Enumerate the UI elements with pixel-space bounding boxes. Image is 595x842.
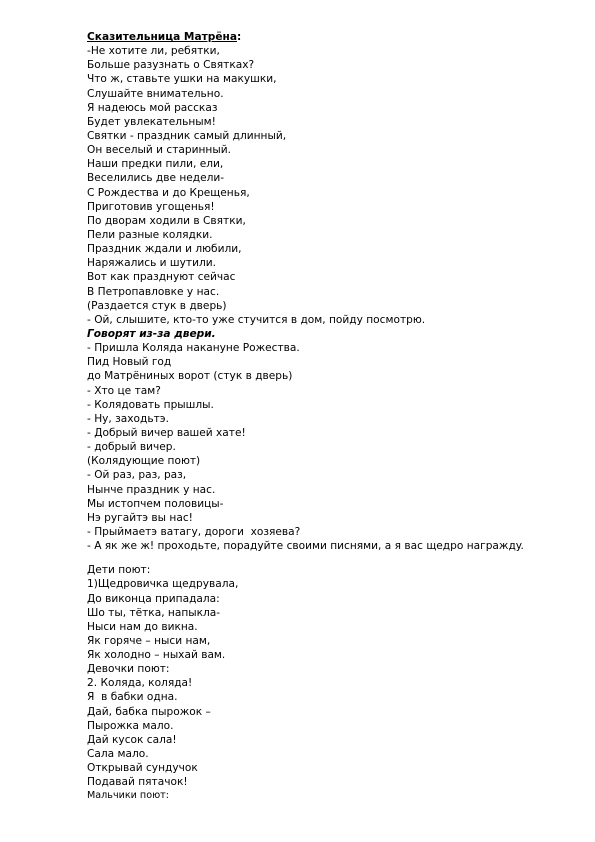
intro-line: По дворам ходили в Святки, [87,214,246,227]
speaker-name: Сказительница Матрёна [87,31,237,43]
intro-line: Больше разузнать о Святках? [87,59,255,72]
speaker-heading [87,30,537,44]
song-line: 2. Коляда, коляда! [87,677,193,690]
intro-line: Слушайте внимательно. [87,87,224,100]
dialogue-line: - Прыймаетэ ватагу, дороги хозяева? [87,525,301,538]
intro-line: Вот как празднуют сейчас [87,271,236,284]
song-line: Сала мало. [87,748,149,761]
song-line: Я в бабки одна. [87,691,178,704]
intro-line: В Петропавловке у нас. [87,285,220,298]
dialogue-line: - А як же ж! проходьте, порадуйте своими писнями, а я вас щедро награждy. [87,540,524,553]
dialogue-line: - Ну, заходьтэ. [87,412,169,425]
dialogue-line: - Колядовать прышлы. [87,398,214,411]
song-line: Пырожка мало. [87,719,174,732]
dialogue-line: Нэ ругайтэ вы нас! [87,511,193,524]
intro-line: Наряжались и шутили. [87,257,216,270]
intro-line: Что ж, ставьте ушки на макушки, [87,73,277,86]
intro-line: С Рождества и до Крещенья, [87,186,250,199]
song-line: Дай кусок сала! [87,733,177,746]
dialogue-line: - добрый вичер. [87,441,176,454]
song-line: Як горяче – ныси нам, [87,634,211,647]
dialogue-line: - Ой раз, раз, раз, [87,469,187,482]
intro-line: Приготовив угощенья! [87,200,215,213]
song-line: Дай, бабка пырожок – [87,705,211,718]
text-block-intro [87,44,537,327]
song-line: Девочки поют: [87,663,170,676]
intro-line: Пели разные колядки. [87,228,213,241]
song-line: Подавай пятачок! [87,776,188,789]
song-line: До виконца припадала: [87,592,220,605]
intro-line: - Ой, слышите, кто-то уже стучится в дом, пойду посмотрю. [87,313,426,326]
dialogue-line: до Матрёниных ворот (стук в дверь) [87,370,293,383]
intro-line: Будет увлекательным! [87,115,216,128]
song-line: Дети поют: [87,564,151,577]
song-line: Шо ты, тётка, напыкла- [87,606,221,619]
song-line: Открывай сундучок [87,762,198,775]
intro-line: (Раздается стук в дверь) [87,299,227,312]
dialogue-line: (Колядующие поют) [87,455,201,468]
dialogue-line: - Добрый вичер вашей хате! [87,426,246,439]
dialogue-line: Нынче праздник у нас. [87,483,216,496]
intro-line: Праздник ждали и любили, [87,243,242,256]
intro-line: -Не хотите ли, ребятки, [87,45,220,58]
dialogue-line: - Хто це там? [87,384,161,397]
song-line: Ныси нам до викна. [87,620,198,633]
text-line-last: Мальчики поют: [87,790,169,802]
intro-line: Он веселый и старинный. [87,144,231,157]
stage-direction: Говорят из-за двери. [87,327,216,340]
intro-line: Веселились две недели- [87,172,225,185]
speaker-colon: : [236,31,242,43]
document-body [87,30,537,804]
intro-line: Я надеюсь мой рассказ [87,101,218,114]
song-line: 1)Щедровичка щедрувала, [87,578,239,591]
paragraph-gap [87,553,537,563]
intro-line: Святки - праздник самый длинный, [87,129,287,142]
dialogue-line: - Пришла Коляда накануне Рожества. [87,342,300,355]
intro-line: Наши предки пили, ели, [87,158,224,171]
dialogue-line: Пид Новый год [87,356,172,369]
text-block-songs [87,563,537,789]
text-block-dialogue [87,341,537,553]
dialogue-line: Мы истопчем половицы- [87,497,224,510]
song-line: Як холодно – ныхай вам. [87,649,226,662]
